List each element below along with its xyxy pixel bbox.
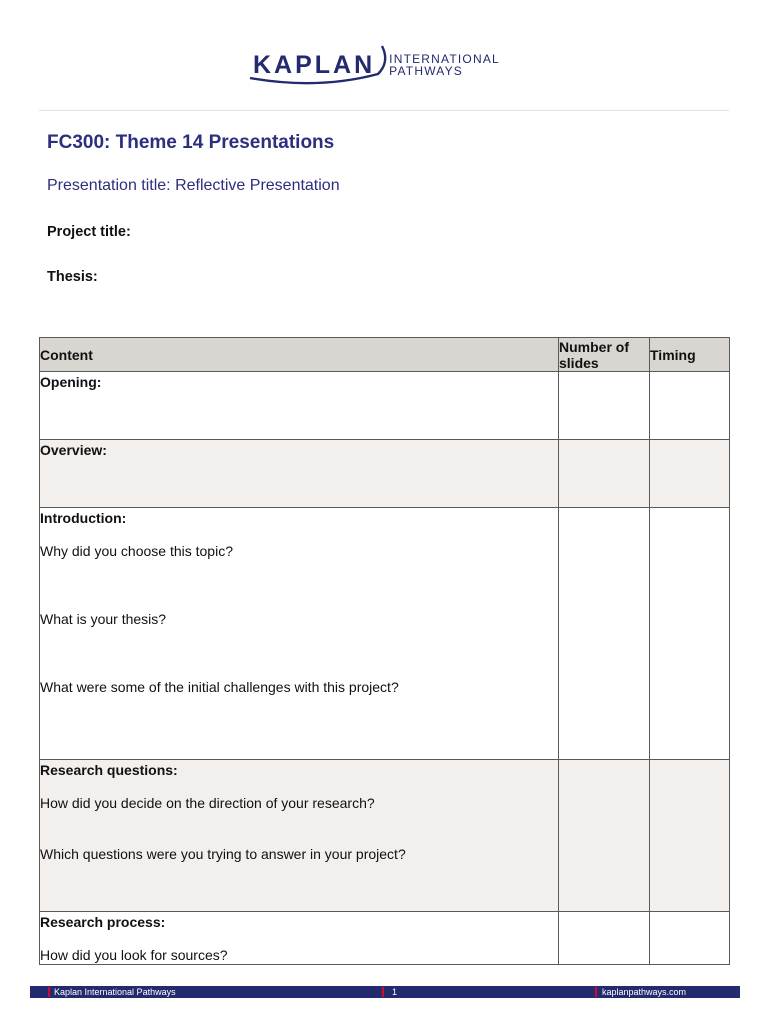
project-title-label: Project title:	[47, 224, 131, 240]
table-row-opening	[40, 372, 730, 440]
content-cell[interactable]	[40, 508, 559, 760]
page-footer	[30, 986, 740, 998]
section-heading: Research questions:	[40, 762, 178, 778]
slides-cell[interactable]	[559, 508, 650, 760]
footer-accent-bar	[595, 987, 597, 997]
slides-cell[interactable]	[559, 372, 650, 440]
logo-swoosh-icon	[248, 40, 398, 86]
question: How did you look for sources?	[40, 947, 228, 963]
logo-line-1: INTERNATIONAL	[389, 52, 500, 66]
header-timing: Timing	[650, 338, 730, 372]
header-number-of-slides: Number of slides	[559, 338, 650, 372]
thesis-label: Thesis:	[47, 269, 98, 285]
logo-subtext	[389, 53, 500, 77]
timing-cell[interactable]	[650, 508, 730, 760]
logo-line-2: PATHWAYS	[389, 64, 463, 78]
content-cell[interactable]	[40, 760, 559, 912]
question: How did you decide on the direction of your research?	[40, 795, 375, 811]
document-title: FC300: Theme 14 Presentations	[47, 132, 335, 153]
section-heading: Opening:	[40, 374, 102, 390]
presentation-plan-table	[39, 337, 730, 965]
question: What is your thesis?	[40, 611, 167, 627]
presentation-title: Presentation title: Reflective Presentation	[47, 177, 340, 194]
section-heading: Overview:	[40, 442, 107, 458]
timing-cell[interactable]	[650, 372, 730, 440]
footer-page-number: 1	[392, 987, 398, 997]
table-row-overview	[40, 440, 730, 508]
footer-accent-bar	[382, 987, 384, 997]
content-cell[interactable]	[40, 440, 559, 508]
footer-accent-bar	[48, 987, 50, 997]
section-heading: Research process:	[40, 914, 166, 930]
table-row-research-process	[40, 912, 730, 965]
table-row-research-questions	[40, 760, 730, 912]
section-heading: Introduction:	[40, 510, 127, 526]
slides-cell[interactable]	[559, 912, 650, 965]
slides-cell[interactable]	[559, 760, 650, 912]
content-cell[interactable]	[40, 912, 559, 965]
question: What were some of the initial challenges with this project?	[40, 679, 399, 695]
footer-website-link[interactable]: kaplanpathways.com	[602, 987, 687, 997]
table-header-row	[40, 338, 730, 372]
timing-cell[interactable]	[650, 440, 730, 508]
question: Why did you choose this topic?	[40, 543, 233, 559]
header-divider	[39, 110, 729, 111]
question: Which questions were you trying to answer in your project?	[40, 846, 406, 862]
table-row-introduction	[40, 508, 730, 760]
logo-wordmark: KAPLAN	[253, 50, 376, 79]
timing-cell[interactable]	[650, 912, 730, 965]
slides-cell[interactable]	[559, 440, 650, 508]
footer-organization: Kaplan International Pathways	[54, 987, 176, 997]
timing-cell[interactable]	[650, 760, 730, 912]
header-content: Content	[40, 338, 559, 372]
content-cell[interactable]	[40, 372, 559, 440]
